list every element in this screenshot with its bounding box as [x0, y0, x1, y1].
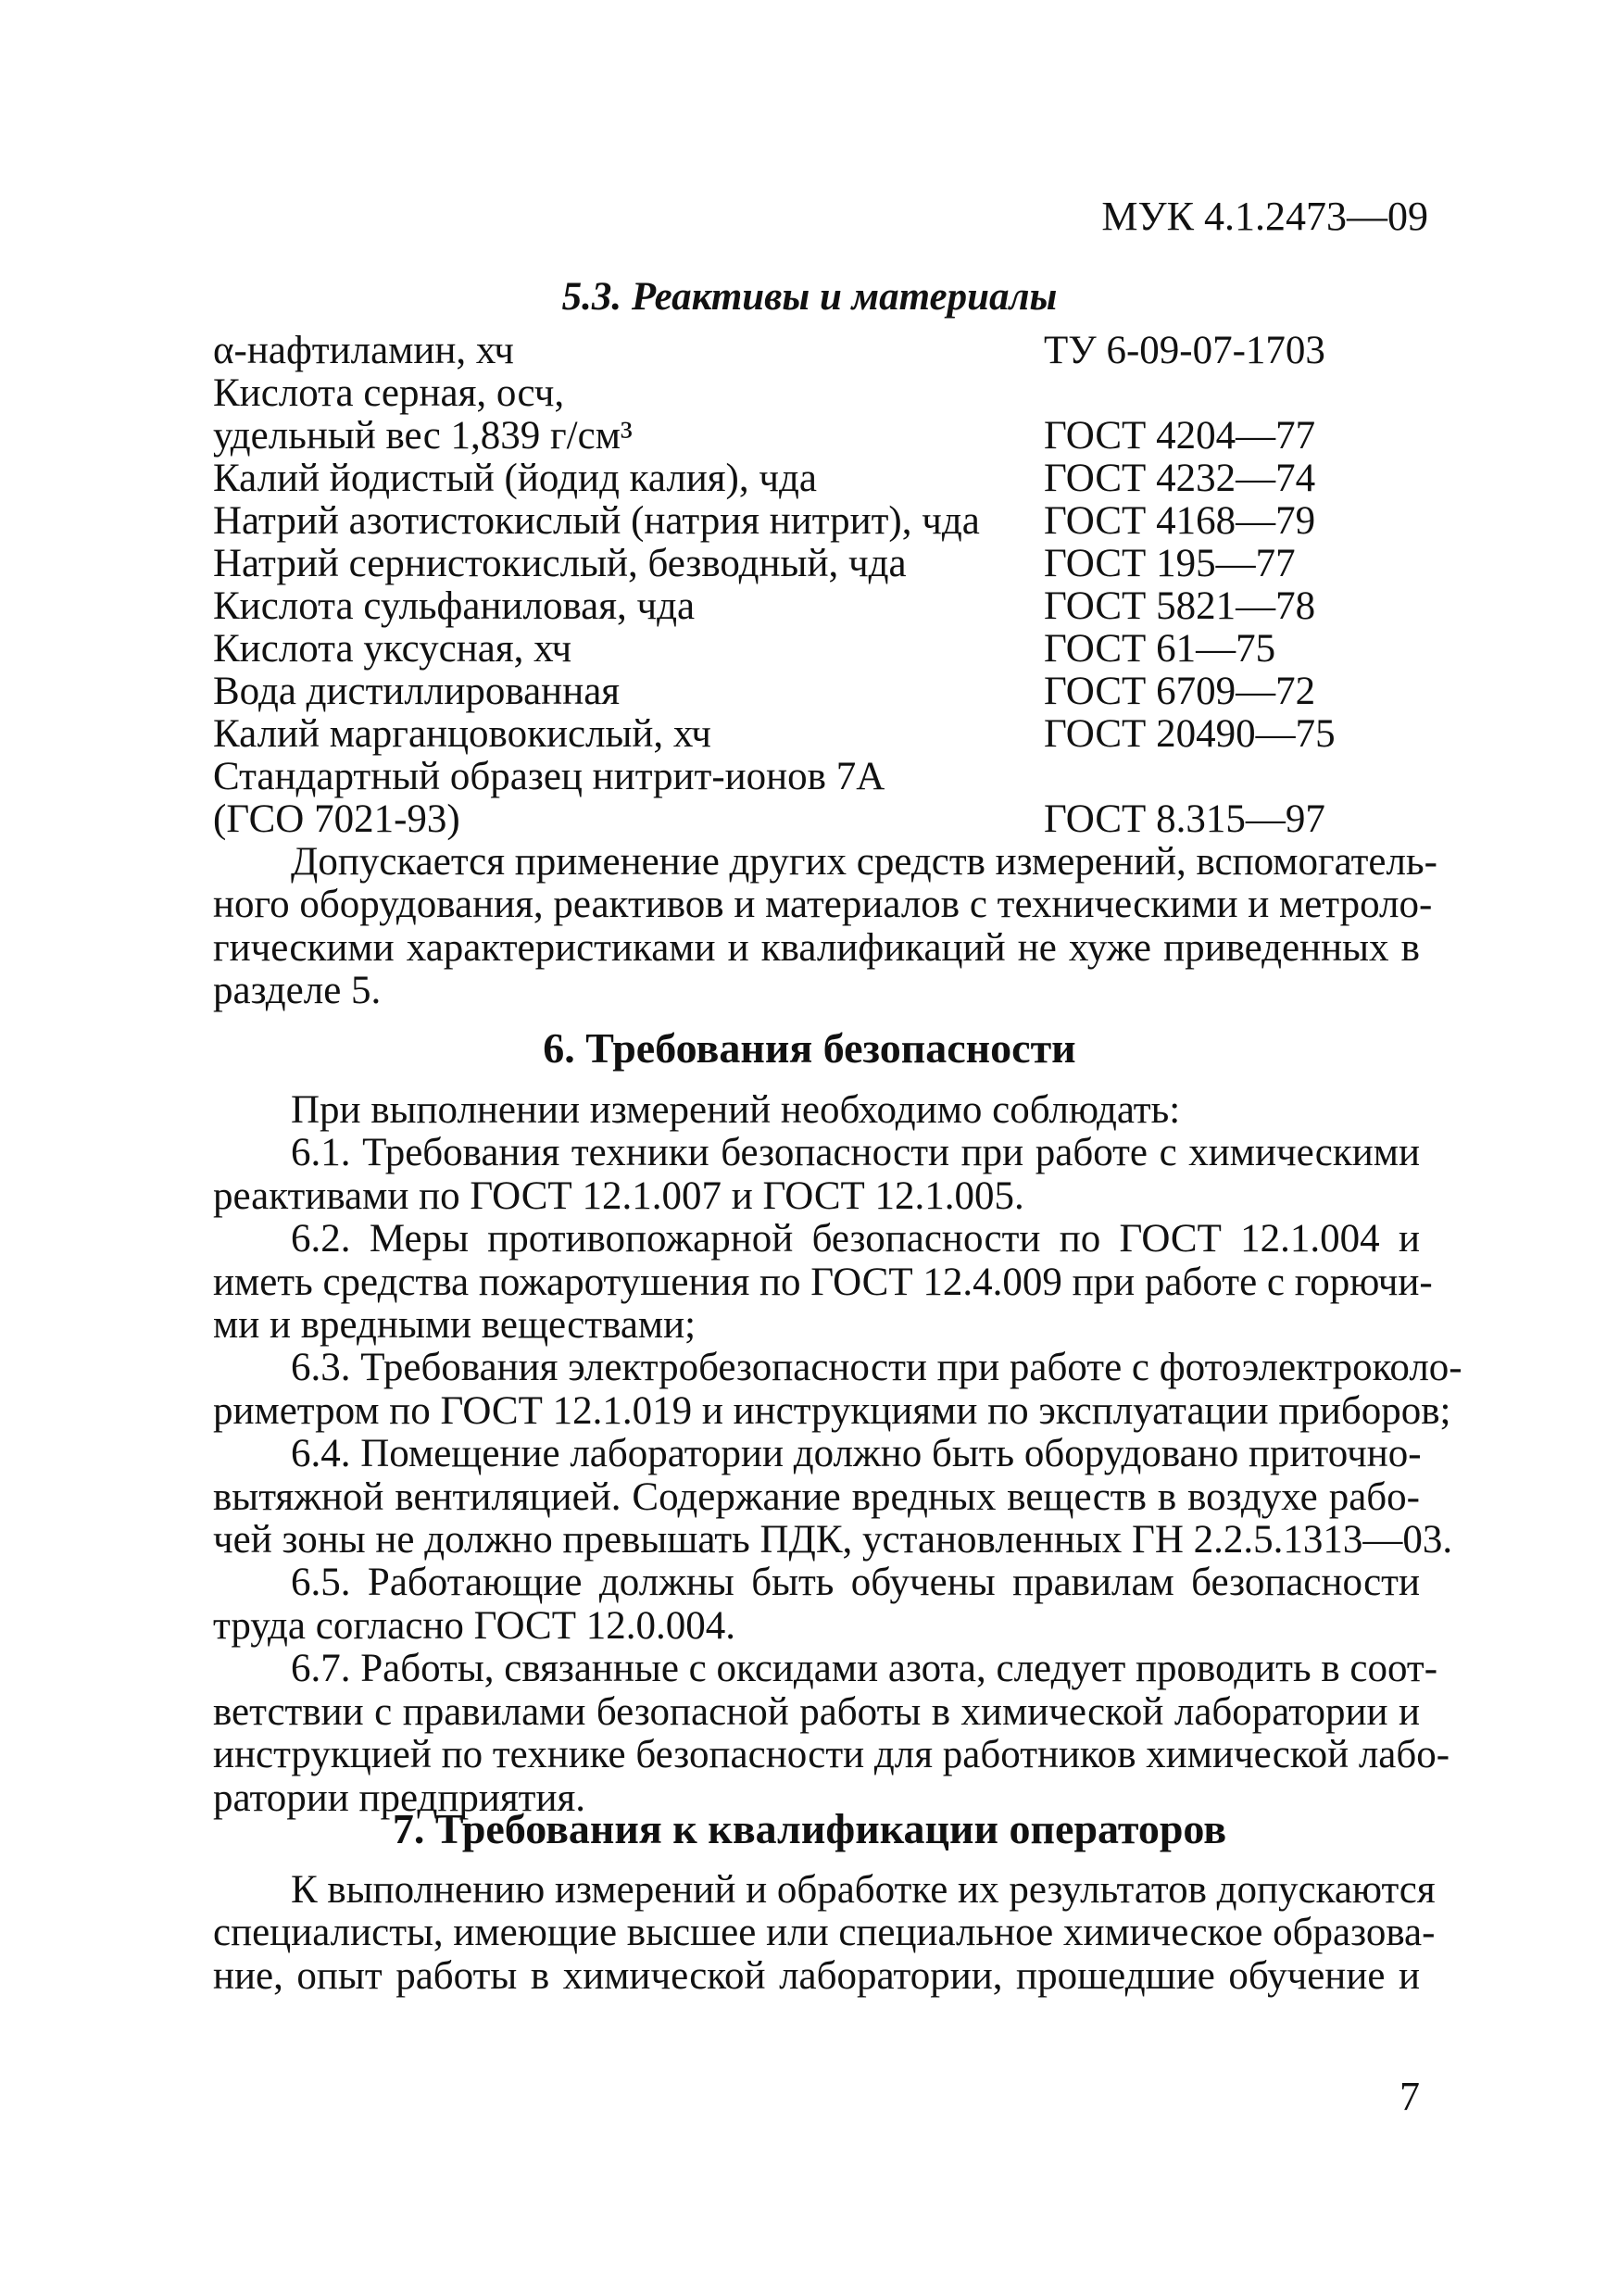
text-line: 6.4. Помещение лаборатории должно быть оборудовано приточно- — [291, 1432, 1422, 1476]
qualification-heading: 7. Требования к квалификации операторов — [392, 1805, 1227, 1852]
text-line: 6.7. Работы, связанные с оксидами азота, следует проводить в соот- — [291, 1647, 1438, 1691]
reagent-row — [213, 458, 1352, 500]
reagent-standard: ГОСТ 8.315—97 — [1044, 797, 1325, 841]
reagent-name: Калий йодистый (йодид калия), чда — [213, 457, 817, 500]
text-line: 6.3. Требования электробезопасности при работе с фотоэлектроколо- — [291, 1346, 1462, 1390]
text-line: специалисты, имеющие высшее или специальное химическое образова- — [213, 1911, 1436, 1955]
text-line: К выполнению измерений и обработке их результатов допускаются — [291, 1868, 1436, 1912]
safety-heading: 6. Требования безопасности — [543, 1024, 1076, 1072]
reagent-row — [213, 671, 1352, 713]
qualification-body — [213, 1868, 1436, 1998]
text-line: 6.1. Требования техники безопасности при работе с химическими — [291, 1131, 1420, 1175]
text-line: риметром по ГОСТ 12.1.019 и инструкциями по эксплуатации приборов; — [213, 1388, 1451, 1433]
reagent-row — [213, 330, 1352, 372]
reagent-row — [213, 415, 1352, 458]
reagent-standard: ГОСТ 61—75 — [1044, 627, 1276, 671]
reagent-name: Кислота серная, осч, — [213, 371, 565, 415]
reagents-section-title: 5.3. Реактивы и материалы — [561, 275, 1058, 319]
safety-body — [213, 1088, 1462, 1820]
reagent-standard: ГОСТ 4168—79 — [1044, 499, 1316, 543]
reagent-standard: ГОСТ 5821—78 — [1044, 584, 1316, 628]
reagent-standard: ГОСТ 195—77 — [1044, 542, 1296, 585]
reagent-row — [213, 798, 1352, 841]
document-code: МУК 4.1.2473—09 — [1101, 194, 1428, 239]
page-number: 7 — [1399, 2074, 1420, 2119]
text-line: гическими характеристиками и квалификаций не хуже приведенных в — [213, 925, 1420, 970]
text-line: разделе 5. — [213, 969, 382, 1013]
reagent-row — [213, 585, 1352, 628]
reagents-table — [213, 330, 1352, 841]
reagent-row — [213, 628, 1352, 671]
reagent-standard: ГОСТ 6709—72 — [1044, 670, 1316, 713]
text-line: иметь средства пожаротушения по ГОСТ 12.4.009 при работе с горючи- — [213, 1260, 1433, 1304]
reagent-standard: ГОСТ 4232—74 — [1044, 457, 1316, 500]
text-line: Допускается применение других средств измерений, вспомогатель- — [291, 840, 1437, 884]
text-line: реактивами по ГОСТ 12.1.007 и ГОСТ 12.1.005. — [213, 1173, 1024, 1218]
reagent-name: Натрий сернистокислый, безводный, чда — [213, 542, 907, 585]
reagent-row — [213, 372, 1352, 415]
reagent-name: Калий марганцовокислый, хч — [213, 712, 711, 756]
text-line: ветствии с правилами безопасной работы в химической лаборатории и — [213, 1689, 1420, 1734]
reagent-name: Кислота сульфаниловая, чда — [213, 584, 696, 628]
reagent-name: Стандартный образец нитрит-ионов 7А — [213, 755, 885, 798]
reagent-row — [213, 756, 1352, 798]
text-line: труда согласно ГОСТ 12.0.004. — [213, 1603, 735, 1648]
text-line: 6.5. Работающие должны быть обучены правилам безопасности — [291, 1561, 1420, 1605]
reagent-standard: ГОСТ 4204—77 — [1044, 414, 1316, 458]
text-line: ного оборудования, реактивов и материалов с техническими и метроло- — [213, 883, 1433, 927]
reagent-name: α-нафтиламин, хч — [213, 329, 514, 372]
text-line: ми и вредными веществами; — [213, 1303, 697, 1348]
text-line: инструкцией по технике безопасности для работников химической лабо- — [213, 1733, 1450, 1777]
text-line: ние, опыт работы в химической лаборатории, прошедшие обучение и — [213, 1953, 1420, 1998]
text-line: ратории предприятия. — [213, 1775, 586, 1820]
reagent-name: Вода дистиллированная — [213, 670, 621, 713]
text-line: чей зоны не должно превышать ПДК, установленных ГН 2.2.5.1313—03. — [213, 1518, 1453, 1562]
reagent-standard: ГОСТ 20490—75 — [1044, 712, 1336, 756]
reagent-name: Натрий азотистокислый (натрия нитрит), чда — [213, 499, 980, 543]
reagent-row — [213, 713, 1352, 756]
reagent-name: (ГСО 7021-93) — [213, 797, 460, 841]
safety-intro: При выполнении измерений необходимо соблюдать: — [291, 1088, 1181, 1132]
reagent-standard: ТУ 6-09-07-1703 — [1044, 329, 1325, 372]
text-line: вытяжной вентиляцией. Содержание вредных веществ в воздухе рабо- — [213, 1474, 1420, 1519]
reagent-row — [213, 543, 1352, 585]
reagent-name: Кислота уксусная, хч — [213, 627, 572, 671]
text-line: 6.2. Меры противопожарной безопасности по ГОСТ 12.1.004 и — [291, 1217, 1420, 1261]
reagents-note — [213, 840, 1437, 1013]
reagent-row — [213, 500, 1352, 543]
reagent-name: удельный вес 1,839 г/см³ — [213, 414, 633, 458]
